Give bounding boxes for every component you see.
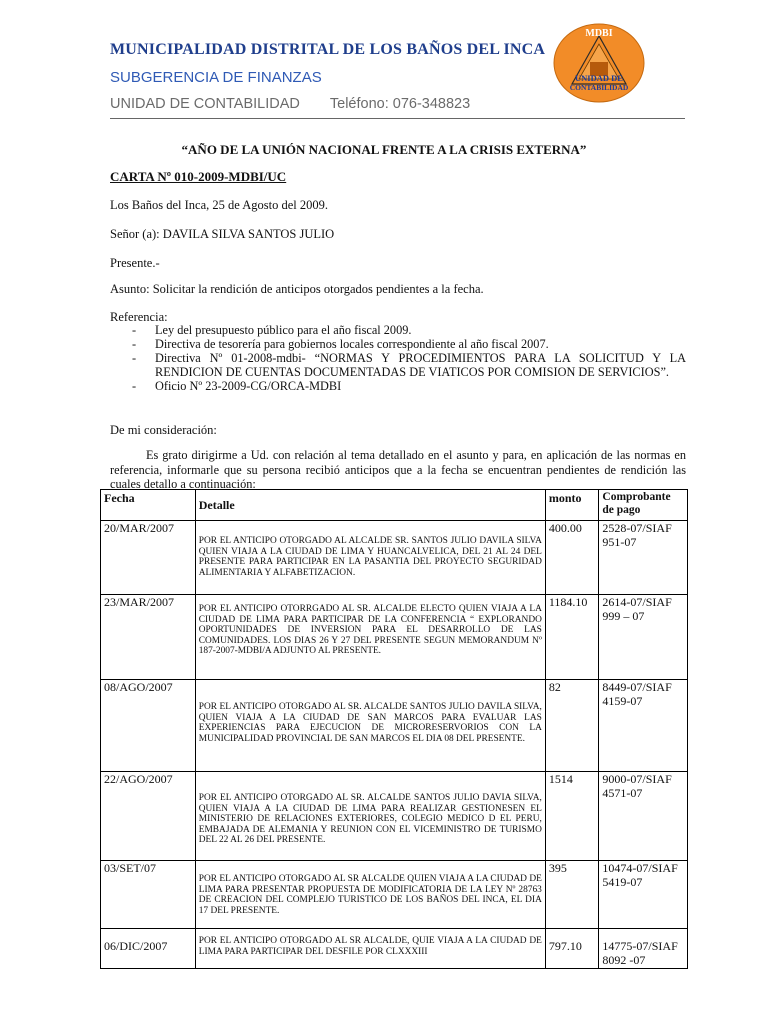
row-fecha: 23/MAR/2007: [101, 595, 196, 680]
consideration: De mi consideración:: [110, 423, 217, 437]
table-header-row: [101, 490, 688, 521]
row-detalle: POR EL ANTICIPO OTORGADO AL SR ALCALDE, QUIE VIAJA A LA CIUDAD DE LIMA PARA PARTICIPAR DEL DESFILE POR CLXXXIII: [198, 936, 542, 957]
row-monto: 395: [545, 861, 599, 929]
row-detalle: POR EL ANTICIPO OTORGADO AL SR ALCALDE QUIEN VIAJA A LA CIUDAD DE LIMA PARA PRESENTAR PROPUESTA DE MODIFICATORIA DE LA LEY Nº 28763 DE CREACION DEL COMPLEJO TURISTICO DE LOS BAÑOS DEL INCA, EL DIA 17 DEL PRESENTE.: [198, 874, 542, 916]
recipient: Señor (a): DAVILA SILVA SANTOS JULIO: [110, 227, 335, 241]
body-paragraph: Es grato dirigirme a Ud. con relación al tema detallado en el asunto y para, en aplicación de las normas en referencia, informarle que su persona recibió anticipos que a la fecha se encuentran pendientes de rendición las cuales detallo a continuación:: [110, 448, 686, 491]
row-monto: 1184.10: [545, 595, 599, 680]
row-fecha: 20/MAR/2007: [101, 521, 196, 595]
phone-number: Teléfono: 076-348823: [329, 96, 471, 112]
row-comprobante: 14775-07/SIAF: [602, 939, 678, 953]
header-divider: [110, 118, 685, 119]
row-comprobante: 2528-07/SIAF: [602, 521, 672, 535]
subdivision-name: SUBGERENCIA DE FINANZAS: [110, 69, 322, 86]
organization-name: MUNICIPALIDAD DISTRITAL DE LOS BAÑOS DEL INCA: [110, 41, 546, 58]
row-monto: 82: [545, 680, 599, 772]
row-comprobante-number: 951-07: [602, 534, 637, 549]
reference-list: [130, 323, 686, 393]
unit-name: UNIDAD DE CONTABILIDAD: [110, 96, 300, 112]
table-row: [101, 680, 688, 772]
row-fecha: 03/SET/07: [101, 861, 196, 929]
row-fecha: 06/DIC/2007: [101, 929, 196, 969]
row-comprobante: 8449-07/SIAF: [602, 680, 672, 694]
reference-item: - Oficio Nº 23-2009-CG/ORCA-MDBI: [130, 379, 686, 393]
year-motto: “AÑO DE LA UNIÓN NACIONAL FRENTE A LA CRISIS EXTERNA”: [181, 142, 587, 157]
row-comprobante-number: 4571-07: [602, 785, 643, 800]
advances-table: [100, 489, 688, 969]
reference-label: Referencia:: [110, 310, 168, 324]
row-comprobante: 10474-07/SIAF: [602, 861, 678, 875]
table-row: [101, 929, 688, 969]
row-monto: 1514: [545, 772, 599, 861]
header-comprobante: Comprobante de pago: [599, 490, 688, 521]
header-monto: monto: [545, 490, 599, 521]
row-comprobante-number: 999 – 07: [602, 608, 645, 623]
row-comprobante: 9000-07/SIAF: [602, 772, 672, 786]
reference-item: - Directiva Nº 01-2008-mdbi- “NORMAS Y PROCEDIMIENTOS PARA LA SOLICITUD Y LA RENDICION DE CUENTAS DOCUMENTADAS DE VIATICOS POR COMISION DE SERVICIOS”.: [130, 351, 686, 379]
table-row: [101, 595, 688, 680]
row-monto: 797.10: [545, 929, 599, 969]
row-detalle: POR EL ANTICIPO OTORGADO AL SR. ALCALDE SANTOS JULIO DAVILA SILVA, QUIEN VIAJA A LA CIUDAD DE SAN MARCOS PARA EVALUAR LAS EXPERIENCIAS PARA EJECUCION DE MICRORESERVORIOS CON LA MUNICIPALIDAD PROVINCIAL DE SAN MARCOS EL DIA 08 DEL PRESENTE.: [198, 702, 542, 744]
logo-bottom-text-1: UNIDAD DE: [575, 73, 623, 83]
greeting: Presente.-: [110, 256, 160, 270]
mdbi-logo: [552, 22, 646, 104]
row-comprobante: 2614-07/SIAF: [602, 595, 672, 609]
table-row: [101, 521, 688, 595]
reference-item: - Directiva de tesorería para gobiernos locales correspondiente al año fiscal 2007.: [130, 337, 686, 351]
letter-number: CARTA Nº 010-2009-MDBI/UC: [110, 169, 287, 184]
logo-top-text: MDBI: [585, 28, 613, 39]
row-detalle: POR EL ANTICIPO OTORGADO AL SR. ALCALDE SANTOS JULIO DAVIA SILVA, QUIEN VIAJA A LA CIUDAD DE LIMA PARA REALIZAR GESTIONESEN EL MINISTERIO DE RELACIONES EXTERIORES, COLEGIO MEDICO D EL PERU, EMBAJADA DE ALEMANIA Y REUNION CON EL VICEMINISTRO DE TURISMO DEL 22 AL 26 DEL PRESENTE.: [198, 793, 542, 846]
row-detalle: POR EL ANTICIPO OTORGADO AL ALCALDE SR. SANTOS JULIO DAVILA SILVA QUIEN VIAJA A LA CIUDAD DE LIMA Y HUANCALVELICA, DEL 21 AL 24 DEL PRESENTE PARA PARTICIPAR EN LA PASANTIA DEL PROYECTO SEGURIDAD ALIMENTARIA Y ALFABETIZACION.: [198, 536, 542, 578]
subject: Asunto: Solicitar la rendición de anticipos otorgados pendientes a la fecha.: [110, 282, 484, 296]
place-date: Los Baños del Inca, 25 de Agosto del 2009.: [110, 198, 329, 212]
row-comprobante-number: 8092 -07: [602, 952, 646, 967]
row-fecha: 08/AGO/2007: [101, 680, 196, 772]
header-detalle: Detalle: [195, 490, 545, 521]
row-detalle: POR EL ANTICIPO OTORRGADO AL SR. ALCALDE ELECTO QUIEN VIAJA A LA CIUDAD DE LIMA PARA PARTICIPAR DE LA CONFERENCIA “ EXPLORANDO OPORTUNIDADES DE INVERSION PARA EL DESARROLLO DE LAS COMUNIDADES. LOS DIAS 26 Y 27 DEL PRESENTE SEGUN MEMORANDUM Nº 187-2007-MDBI/A ADJUNTO AL PRESENTE.: [198, 604, 542, 657]
unit-line: [110, 96, 470, 112]
reference-item: - Ley del presupuesto público para el año fiscal 2009.: [130, 323, 686, 337]
logo-bottom-text-2: CONTABILIDAD: [569, 83, 629, 92]
header-fecha: Fecha: [101, 490, 196, 521]
table-row: [101, 861, 688, 929]
row-monto: 400.00: [545, 521, 599, 595]
table-row: [101, 772, 688, 861]
row-comprobante-number: 5419-07: [602, 874, 643, 889]
row-fecha: 22/AGO/2007: [101, 772, 196, 861]
row-comprobante-number: 4159-07: [602, 693, 643, 708]
